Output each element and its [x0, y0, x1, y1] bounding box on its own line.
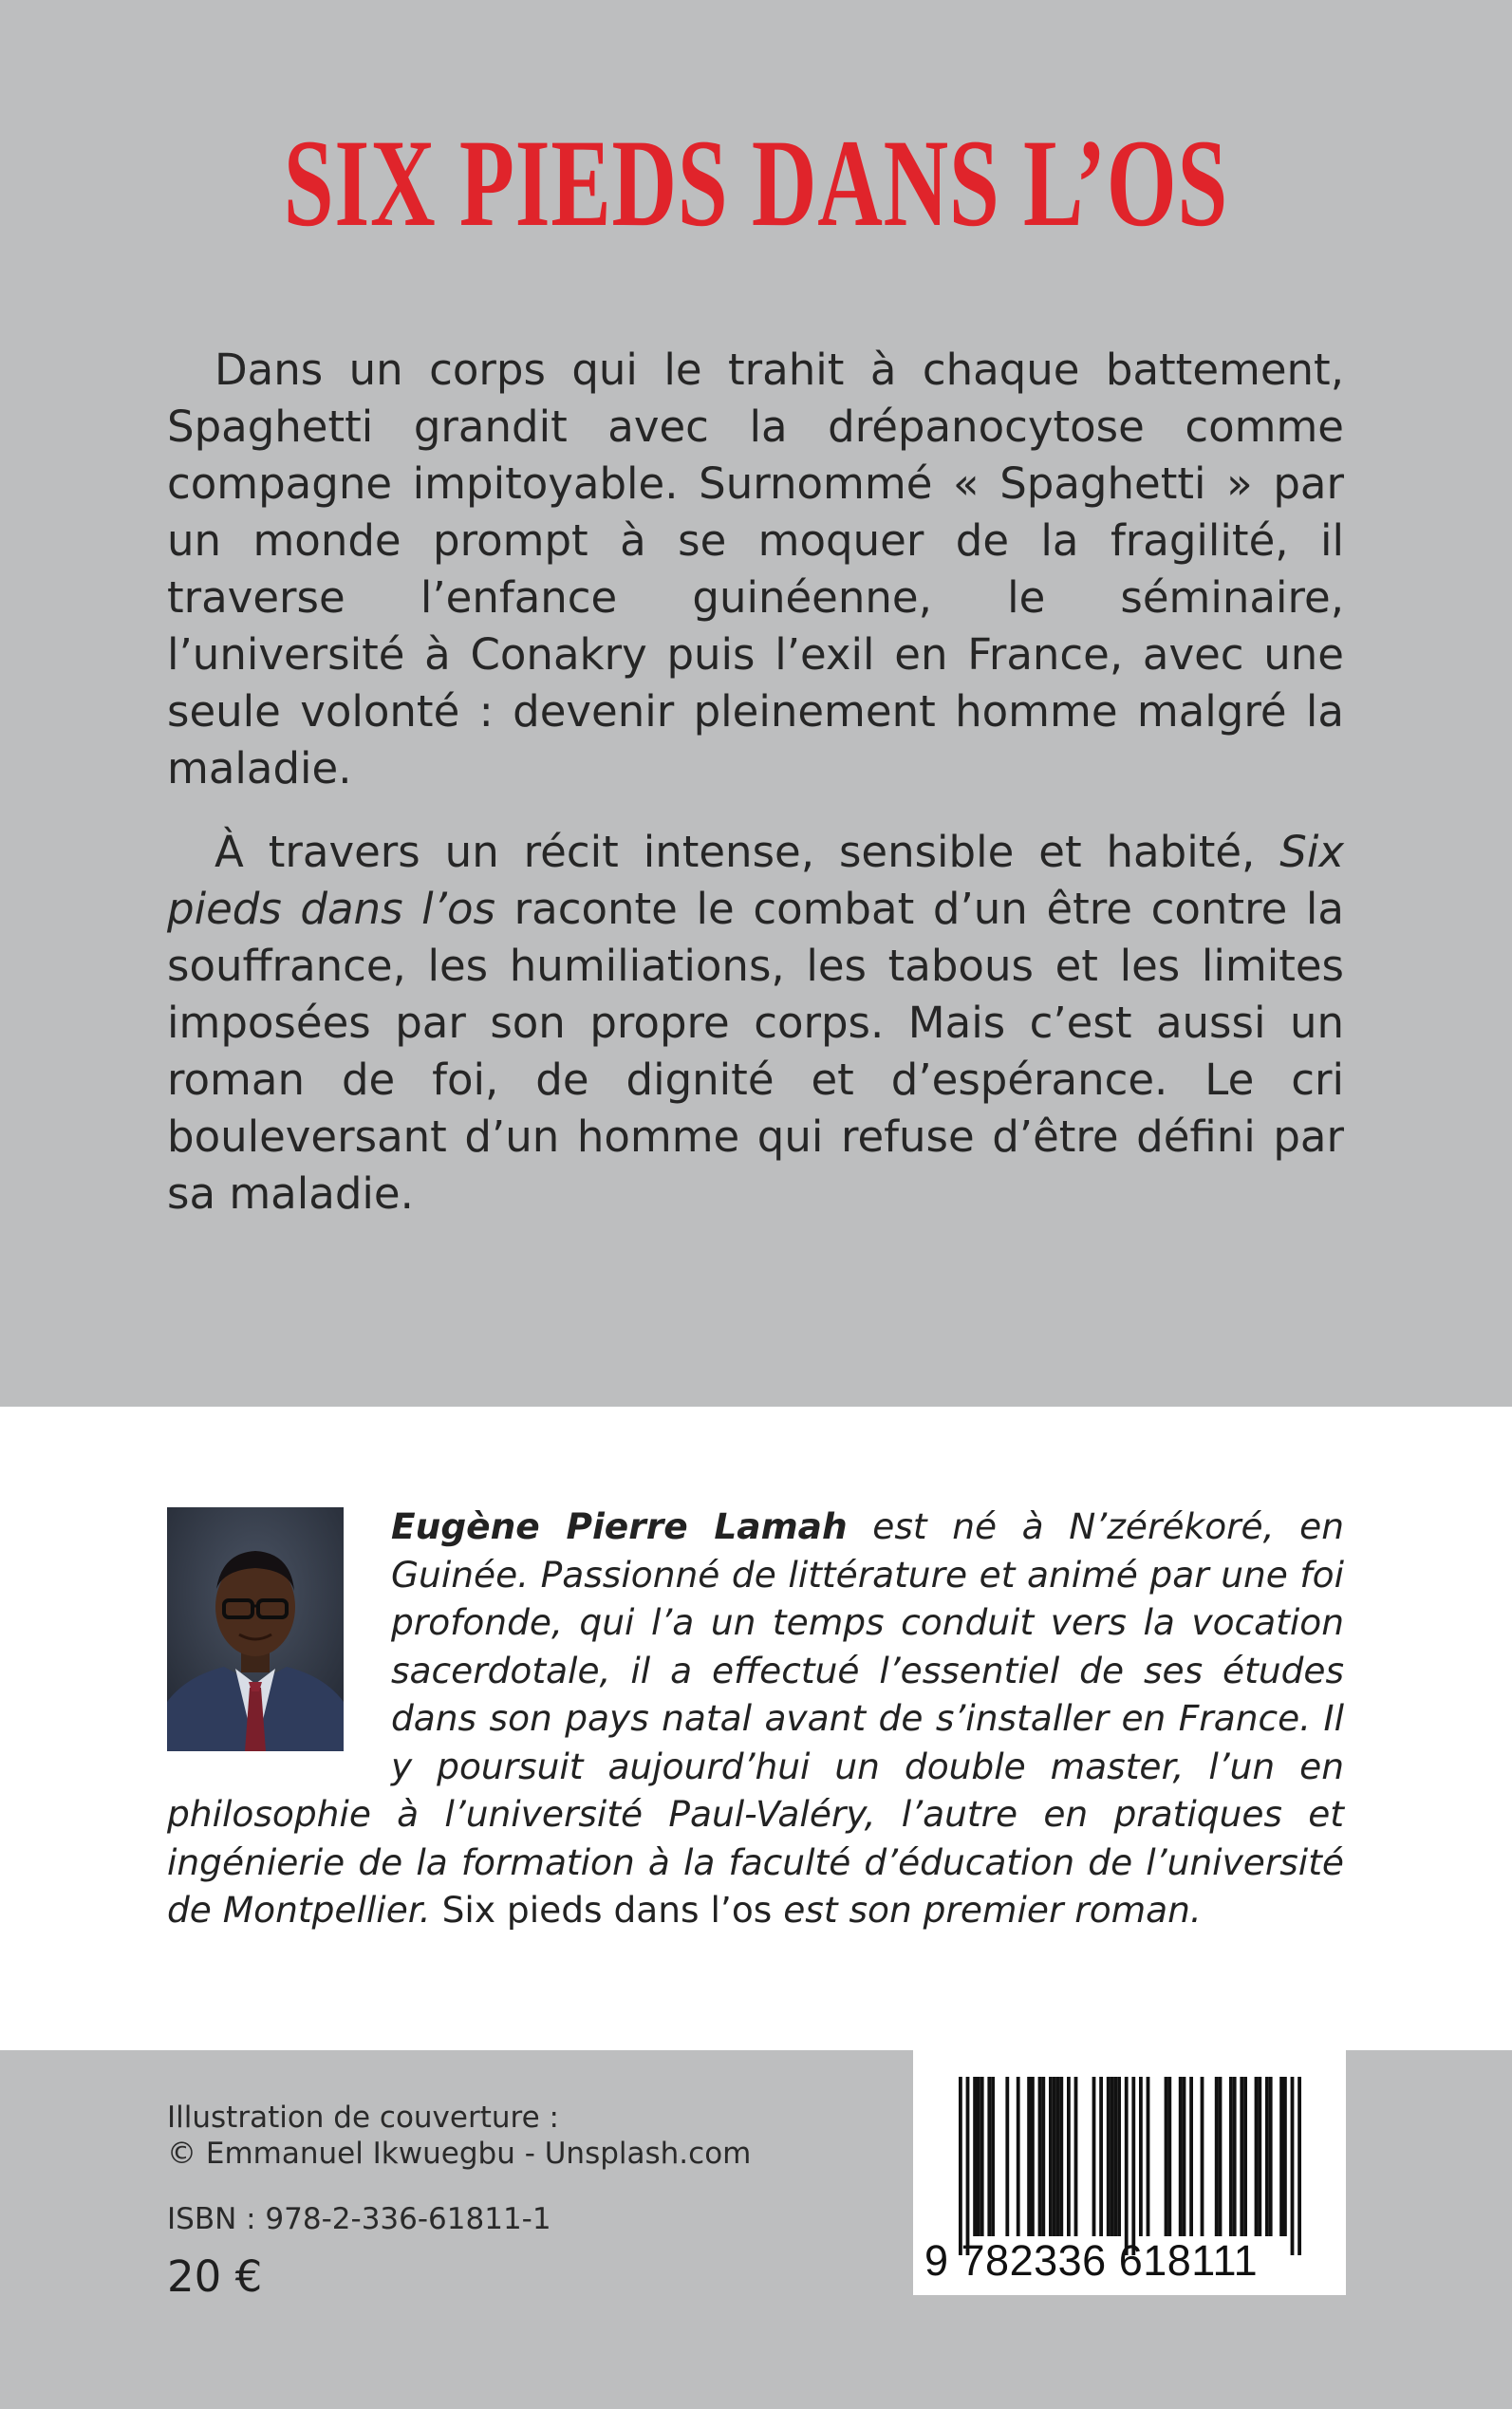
price: 20 €: [167, 2251, 263, 2302]
barcode-bar: [1113, 2077, 1117, 2236]
barcode-bar: [1111, 2077, 1114, 2236]
barcode-bar: [1107, 2077, 1111, 2236]
barcode-bar: [1243, 2077, 1247, 2236]
barcode-bar: [1027, 2077, 1031, 2236]
barcode-bar: [1053, 2077, 1056, 2236]
barcode: [913, 2050, 1346, 2295]
barcode-bar: [1229, 2077, 1233, 2236]
blurb-p2-start: À travers un récit intense, sensible et habité,: [215, 827, 1280, 877]
author-bio-end: est son premier roman.: [772, 1889, 1202, 1931]
barcode-bar: [1092, 2077, 1096, 2236]
barcode-bar: [1297, 2077, 1301, 2255]
barcode-bar: [1067, 2077, 1071, 2236]
barcode-bar: [1183, 2077, 1186, 2236]
barcode-bar: [1099, 2077, 1103, 2236]
barcode-bar: [1117, 2077, 1121, 2236]
credit-line-2: © Emmanuel Ikwuegbu - Unsplash.com: [167, 2137, 752, 2171]
barcode-bar: [1017, 2077, 1020, 2236]
author-name: Eugène Pierre Lamah: [391, 1505, 848, 1547]
barcode-bar: [980, 2077, 984, 2236]
barcode-bar: [1056, 2077, 1060, 2236]
barcode-bar: [973, 2077, 977, 2236]
barcode-bar: [1265, 2077, 1269, 2236]
barcode-bar: [959, 2077, 962, 2255]
barcode-bar: [1165, 2077, 1168, 2236]
barcode-bar: [1258, 2077, 1261, 2236]
isbn: ISBN : 978-2-336-61811-1: [167, 2202, 551, 2236]
barcode-bar: [977, 2077, 980, 2236]
author-bio: [167, 1503, 1344, 1934]
author-portrait-illustration: [167, 1507, 344, 1751]
barcode-bar: [987, 2077, 991, 2236]
barcode-bar: [1074, 2077, 1078, 2236]
blurb-p2-rest: raconte le combat d’un être contre la souffrance, les humiliations, les tabous et les limites imposées par son propre corps. Mais c’est aussi un roman de foi, de dignité et d’espérance. Le cri bouleversant d’un homme qui refuse d’être défini par sa maladie.: [167, 884, 1344, 1219]
barcode-bar: [1059, 2077, 1063, 2236]
author-bio-book: Six pieds dans l’os: [430, 1889, 773, 1931]
barcode-bar: [966, 2077, 970, 2255]
barcode-bar: [1038, 2077, 1042, 2236]
blurb-book-title: Six pieds dans l’os: [167, 827, 1344, 934]
barcode-bar: [1233, 2077, 1237, 2236]
author-bio-main: est né à N’zérékoré, en Guinée. Passionné de littérature et animé par une foi profonde, qui l’a un temps conduit vers la vocation sacerdotale, il a effectué l’essentiel de ses études dans son pays natal avant de s’installer en France. Il y poursuit aujourd’hui un double master, l’un en philosophie à l’université Paul-Valéry, l’autre en pratiques et ingénierie de la formation à la faculté d’éducation de l’université de Montpellier.: [167, 1505, 1344, 1931]
barcode-bar: [1041, 2077, 1045, 2236]
barcode-bar: [1240, 2077, 1243, 2236]
barcode-digits: 9 782336 618111: [924, 2236, 1259, 2285]
barcode-bar: [1131, 2077, 1135, 2255]
barcode-bar: [1189, 2077, 1193, 2236]
blurb-paragraph-2: [167, 824, 1344, 1223]
barcode-bar: [1283, 2077, 1287, 2236]
barcode-bar: [1005, 2077, 1009, 2236]
barcode-bar: [1147, 2077, 1150, 2236]
barcode-bar: [1139, 2077, 1143, 2236]
back-cover-blurb: [167, 342, 1344, 1249]
barcode-bar: [1215, 2077, 1219, 2236]
barcode-bar: [1179, 2077, 1183, 2236]
barcode-bar: [1201, 2077, 1204, 2236]
barcode-bar: [1031, 2077, 1035, 2236]
blurb-paragraph-1: Dans un corps qui le trahit à chaque battement, Spaghetti grandit avec la drépanocytose comme compagne impitoyable. Surnommé « Spaghetti » par un monde prompt à se moquer de la fragilité, il traverse l’enfance guinéenne, le séminaire, l’université à Conakry puis l’exil en France, avec une seule volonté : devenir pleinement homme malgré la maladie.: [167, 345, 1344, 794]
book-title: SIX PIEDS DANS L’OS: [283, 113, 1228, 252]
barcode-bar: [1255, 2077, 1259, 2236]
barcode-bar: [991, 2077, 995, 2236]
author-portrait: [167, 1507, 344, 1751]
barcode-bar: [1269, 2077, 1273, 2236]
cover-illustration-credit: [167, 2100, 751, 2172]
barcode-bar: [1049, 2077, 1053, 2236]
barcode-bar: [1125, 2077, 1129, 2255]
barcode-bar: [1219, 2077, 1223, 2236]
barcode-bar: [1291, 2077, 1295, 2255]
barcode-bar: [1279, 2077, 1283, 2236]
credit-line-1: Illustration de couverture :: [167, 2101, 559, 2135]
barcode-bar: [1167, 2077, 1171, 2236]
